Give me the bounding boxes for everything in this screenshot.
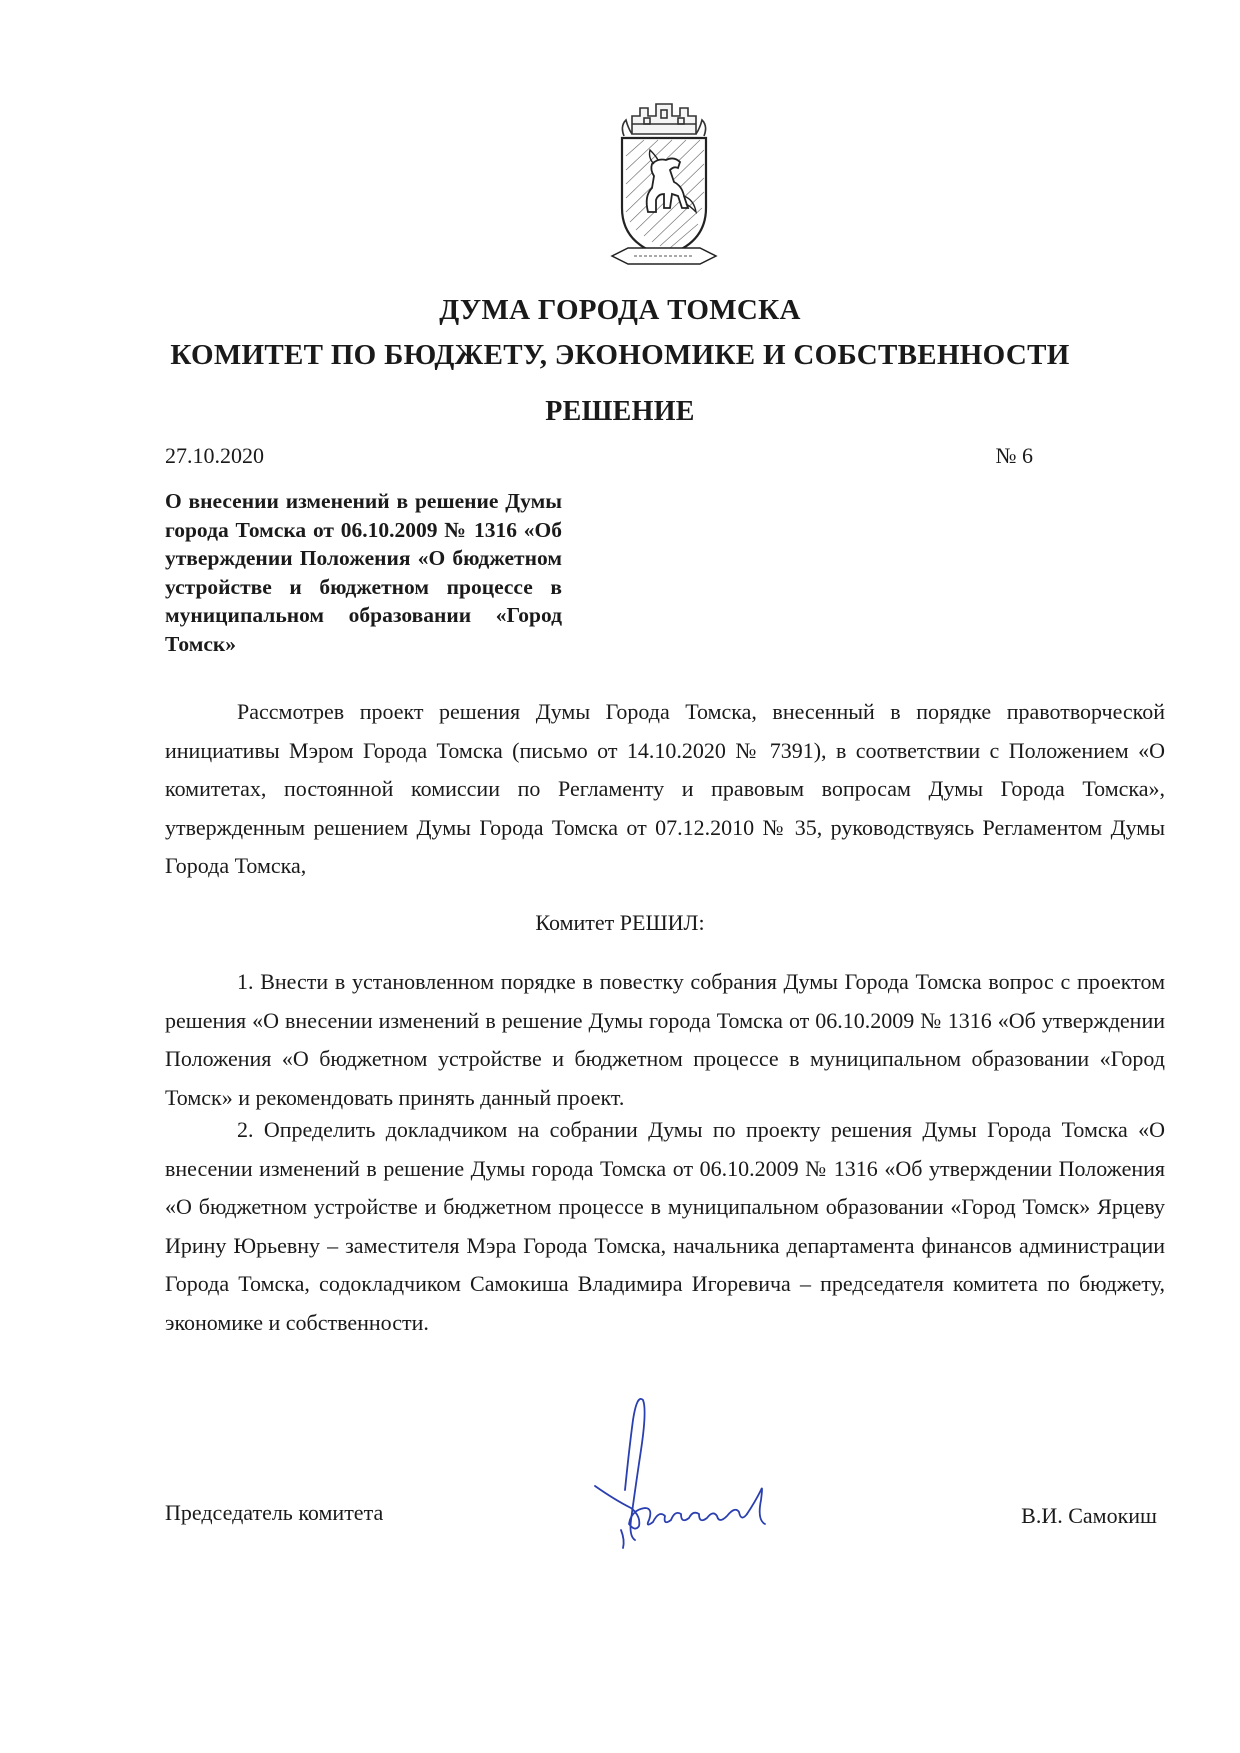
duma-title: ДУМА ГОРОДА ТОМСКА <box>439 294 801 326</box>
document-subject: О внесении изменений в решение Думы города Томска от 06.10.2009 № 1316 «Об утверждении Положения «О бюджетном устройстве и бюджетном процессе в муниципальном образовании «Город Томск» <box>165 489 562 656</box>
tomsk-coat-of-arms-icon <box>604 96 724 276</box>
committee-title: КОМИТЕТ ПО БЮДЖЕТУ, ЭКОНОМИКЕ И СОБСТВЕННОСТИ <box>170 339 1070 371</box>
document-number: № 6 <box>995 443 1033 468</box>
document-type: РЕШЕНИЕ <box>545 396 695 427</box>
decision-item-1: 1. Внести в установленном порядке в повестку собрания Думы Города Томска вопрос с проектом решения «О внесении изменений в решение Думы города Томска от 06.10.2009 № 1316 «Об утверждении Положения «О бюджетном устройстве и бюджетном процессе в муниципальном образовании «Город Томск» и рекомендовать принять данный проект. <box>165 969 1165 1110</box>
resolved-heading: Комитет РЕШИЛ: <box>535 910 705 935</box>
signatory-title: Председатель комитета <box>165 1500 384 1525</box>
intro-paragraph: Рассмотрев проект решения Думы Города Томска, внесенный в порядке правотворческой инициативы Мэром Города Томска (письмо от 14.10.2020 № 7391), в соответствии с Положением «О комитетах, постоянной комиссии по Регламенту и правовым вопросам Думы Города Томска», утвержденным решением Думы Города Томска от 07.12.2010 № 35, руководствуясь Регламентом Думы Города Томска, <box>165 699 1165 878</box>
document-date: 27.10.2020 <box>165 443 264 468</box>
signatory-name: В.И. Самокиш <box>1021 1503 1157 1528</box>
decision-item-2: 2. Определить докладчиком на собрании Думы по проекту решения Думы Города Томска «О внесении изменений в решение Думы города Томска от 06.10.2009 № 1316 «Об утверждении Положения «О бюджетном устройстве и бюджетном процессе в муниципальном образовании «Город Томск» Ярцеву Ирину Юрьевну – заместителя Мэра Города Томска, начальника департамента финансов администрации Города Томска, содокладчиком Самокиша Владимира Игоревича – председателя комитета по бюджету, экономике и собственности. <box>165 1117 1165 1335</box>
handwritten-signature <box>585 1390 785 1570</box>
